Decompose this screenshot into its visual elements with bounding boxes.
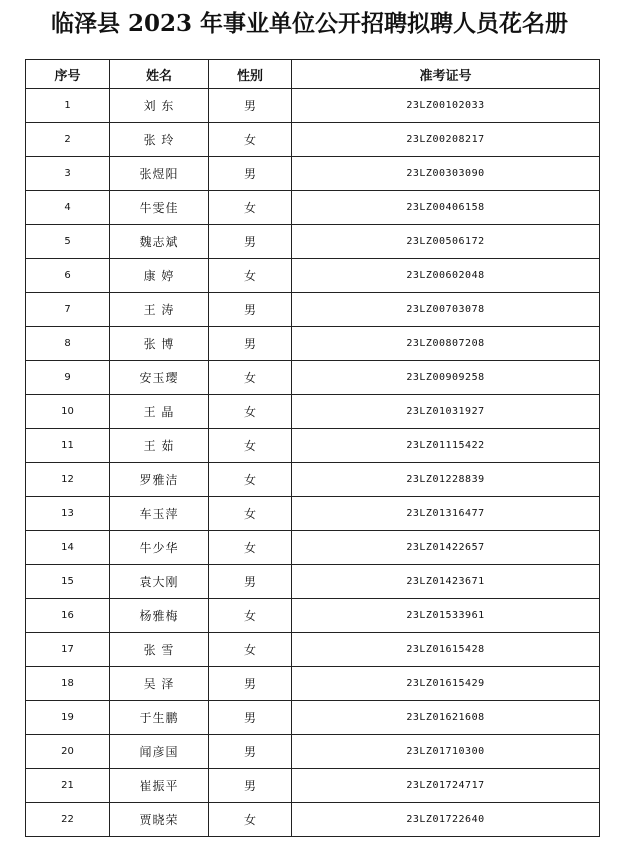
cell-gender: 女 xyxy=(209,191,292,225)
cell-gender: 女 xyxy=(209,633,292,667)
cell-seq: 15 xyxy=(26,565,110,599)
table-row xyxy=(26,803,600,837)
table-row xyxy=(26,259,600,293)
cell-gender: 女 xyxy=(209,395,292,429)
cell-gender: 男 xyxy=(209,157,292,191)
cell-name: 杨雅梅 xyxy=(110,599,209,633)
table-row xyxy=(26,735,600,769)
cell-gender: 女 xyxy=(209,463,292,497)
cell-seq: 3 xyxy=(26,157,110,191)
cell-seq: 9 xyxy=(26,361,110,395)
table-row xyxy=(26,157,600,191)
cell-name: 贾晓荣 xyxy=(110,803,209,837)
cell-seq: 19 xyxy=(26,701,110,735)
cell-gender: 女 xyxy=(209,599,292,633)
column-header-gender: 性别 xyxy=(209,60,292,89)
cell-name: 张 博 xyxy=(110,327,209,361)
cell-gender: 男 xyxy=(209,667,292,701)
cell-exam-id: 23LZ00807208 xyxy=(292,327,600,361)
cell-seq: 10 xyxy=(26,395,110,429)
cell-seq: 8 xyxy=(26,327,110,361)
cell-exam-id: 23LZ01621608 xyxy=(292,701,600,735)
cell-name: 闻彦国 xyxy=(110,735,209,769)
cell-seq: 21 xyxy=(26,769,110,803)
cell-name: 王 茹 xyxy=(110,429,209,463)
cell-gender: 女 xyxy=(209,531,292,565)
cell-exam-id: 23LZ00102033 xyxy=(292,89,600,123)
cell-exam-id: 23LZ01422657 xyxy=(292,531,600,565)
cell-name: 王 晶 xyxy=(110,395,209,429)
cell-gender: 男 xyxy=(209,769,292,803)
table-row xyxy=(26,463,600,497)
cell-gender: 男 xyxy=(209,293,292,327)
cell-name: 魏志斌 xyxy=(110,225,209,259)
page-title: 临泽县 2023 年事业单位公开招聘拟聘人员花名册 xyxy=(50,10,569,37)
cell-exam-id: 23LZ00406158 xyxy=(292,191,600,225)
table-row xyxy=(26,667,600,701)
cell-name: 罗雅洁 xyxy=(110,463,209,497)
cell-seq: 17 xyxy=(26,633,110,667)
cell-seq: 13 xyxy=(26,497,110,531)
cell-name: 王 涛 xyxy=(110,293,209,327)
cell-exam-id: 23LZ01710300 xyxy=(292,735,600,769)
cell-seq: 12 xyxy=(26,463,110,497)
cell-name: 袁大刚 xyxy=(110,565,209,599)
cell-seq: 16 xyxy=(26,599,110,633)
cell-exam-id: 23LZ00506172 xyxy=(292,225,600,259)
cell-seq: 4 xyxy=(26,191,110,225)
table-row xyxy=(26,89,600,123)
cell-exam-id: 23LZ00909258 xyxy=(292,361,600,395)
cell-gender: 女 xyxy=(209,429,292,463)
cell-exam-id: 23LZ01615428 xyxy=(292,633,600,667)
cell-seq: 2 xyxy=(26,123,110,157)
cell-gender: 女 xyxy=(209,497,292,531)
cell-exam-id: 23LZ01423671 xyxy=(292,565,600,599)
table-row xyxy=(26,599,600,633)
cell-gender: 女 xyxy=(209,361,292,395)
table-row xyxy=(26,701,600,735)
cell-name: 张 玲 xyxy=(110,123,209,157)
table-row xyxy=(26,769,600,803)
table-row xyxy=(26,633,600,667)
table-row xyxy=(26,293,600,327)
cell-seq: 5 xyxy=(26,225,110,259)
table-row xyxy=(26,123,600,157)
cell-gender: 男 xyxy=(209,89,292,123)
column-header-name: 姓名 xyxy=(110,60,209,89)
cell-exam-id: 23LZ01722640 xyxy=(292,803,600,837)
column-header-seq: 序号 xyxy=(26,60,110,89)
cell-gender: 男 xyxy=(209,735,292,769)
cell-exam-id: 23LZ00208217 xyxy=(292,123,600,157)
cell-name: 康 婷 xyxy=(110,259,209,293)
column-header-exam-id: 准考证号 xyxy=(292,60,600,89)
cell-name: 牛少华 xyxy=(110,531,209,565)
header-row xyxy=(26,60,600,89)
table-row xyxy=(26,361,600,395)
cell-seq: 11 xyxy=(26,429,110,463)
cell-name: 牛雯佳 xyxy=(110,191,209,225)
table-row xyxy=(26,395,600,429)
cell-seq: 22 xyxy=(26,803,110,837)
cell-name: 安玉璎 xyxy=(110,361,209,395)
cell-gender: 女 xyxy=(209,123,292,157)
cell-seq: 14 xyxy=(26,531,110,565)
cell-name: 车玉萍 xyxy=(110,497,209,531)
table-row xyxy=(26,565,600,599)
cell-seq: 7 xyxy=(26,293,110,327)
cell-exam-id: 23LZ01316477 xyxy=(292,497,600,531)
roster-body xyxy=(26,89,600,837)
cell-name: 张 雪 xyxy=(110,633,209,667)
cell-gender: 男 xyxy=(209,701,292,735)
cell-gender: 男 xyxy=(209,327,292,361)
cell-name: 刘 东 xyxy=(110,89,209,123)
table-row xyxy=(26,191,600,225)
cell-seq: 6 xyxy=(26,259,110,293)
cell-gender: 男 xyxy=(209,225,292,259)
cell-exam-id: 23LZ01724717 xyxy=(292,769,600,803)
cell-seq: 18 xyxy=(26,667,110,701)
cell-name: 于生鹏 xyxy=(110,701,209,735)
cell-exam-id: 23LZ01031927 xyxy=(292,395,600,429)
cell-name: 崔振平 xyxy=(110,769,209,803)
cell-seq: 20 xyxy=(26,735,110,769)
cell-exam-id: 23LZ01115422 xyxy=(292,429,600,463)
cell-exam-id: 23LZ01615429 xyxy=(292,667,600,701)
cell-name: 吴 泽 xyxy=(110,667,209,701)
table-row xyxy=(26,531,600,565)
table-row xyxy=(26,225,600,259)
cell-exam-id: 23LZ00703078 xyxy=(292,293,600,327)
cell-exam-id: 23LZ00303090 xyxy=(292,157,600,191)
cell-gender: 女 xyxy=(209,803,292,837)
table-row xyxy=(26,429,600,463)
table-row xyxy=(26,497,600,531)
cell-exam-id: 23LZ01533961 xyxy=(292,599,600,633)
cell-exam-id: 23LZ00602048 xyxy=(292,259,600,293)
roster-table xyxy=(25,59,600,837)
cell-gender: 男 xyxy=(209,565,292,599)
cell-gender: 女 xyxy=(209,259,292,293)
cell-exam-id: 23LZ01228839 xyxy=(292,463,600,497)
cell-seq: 1 xyxy=(26,89,110,123)
cell-name: 张煜阳 xyxy=(110,157,209,191)
table-row xyxy=(26,327,600,361)
